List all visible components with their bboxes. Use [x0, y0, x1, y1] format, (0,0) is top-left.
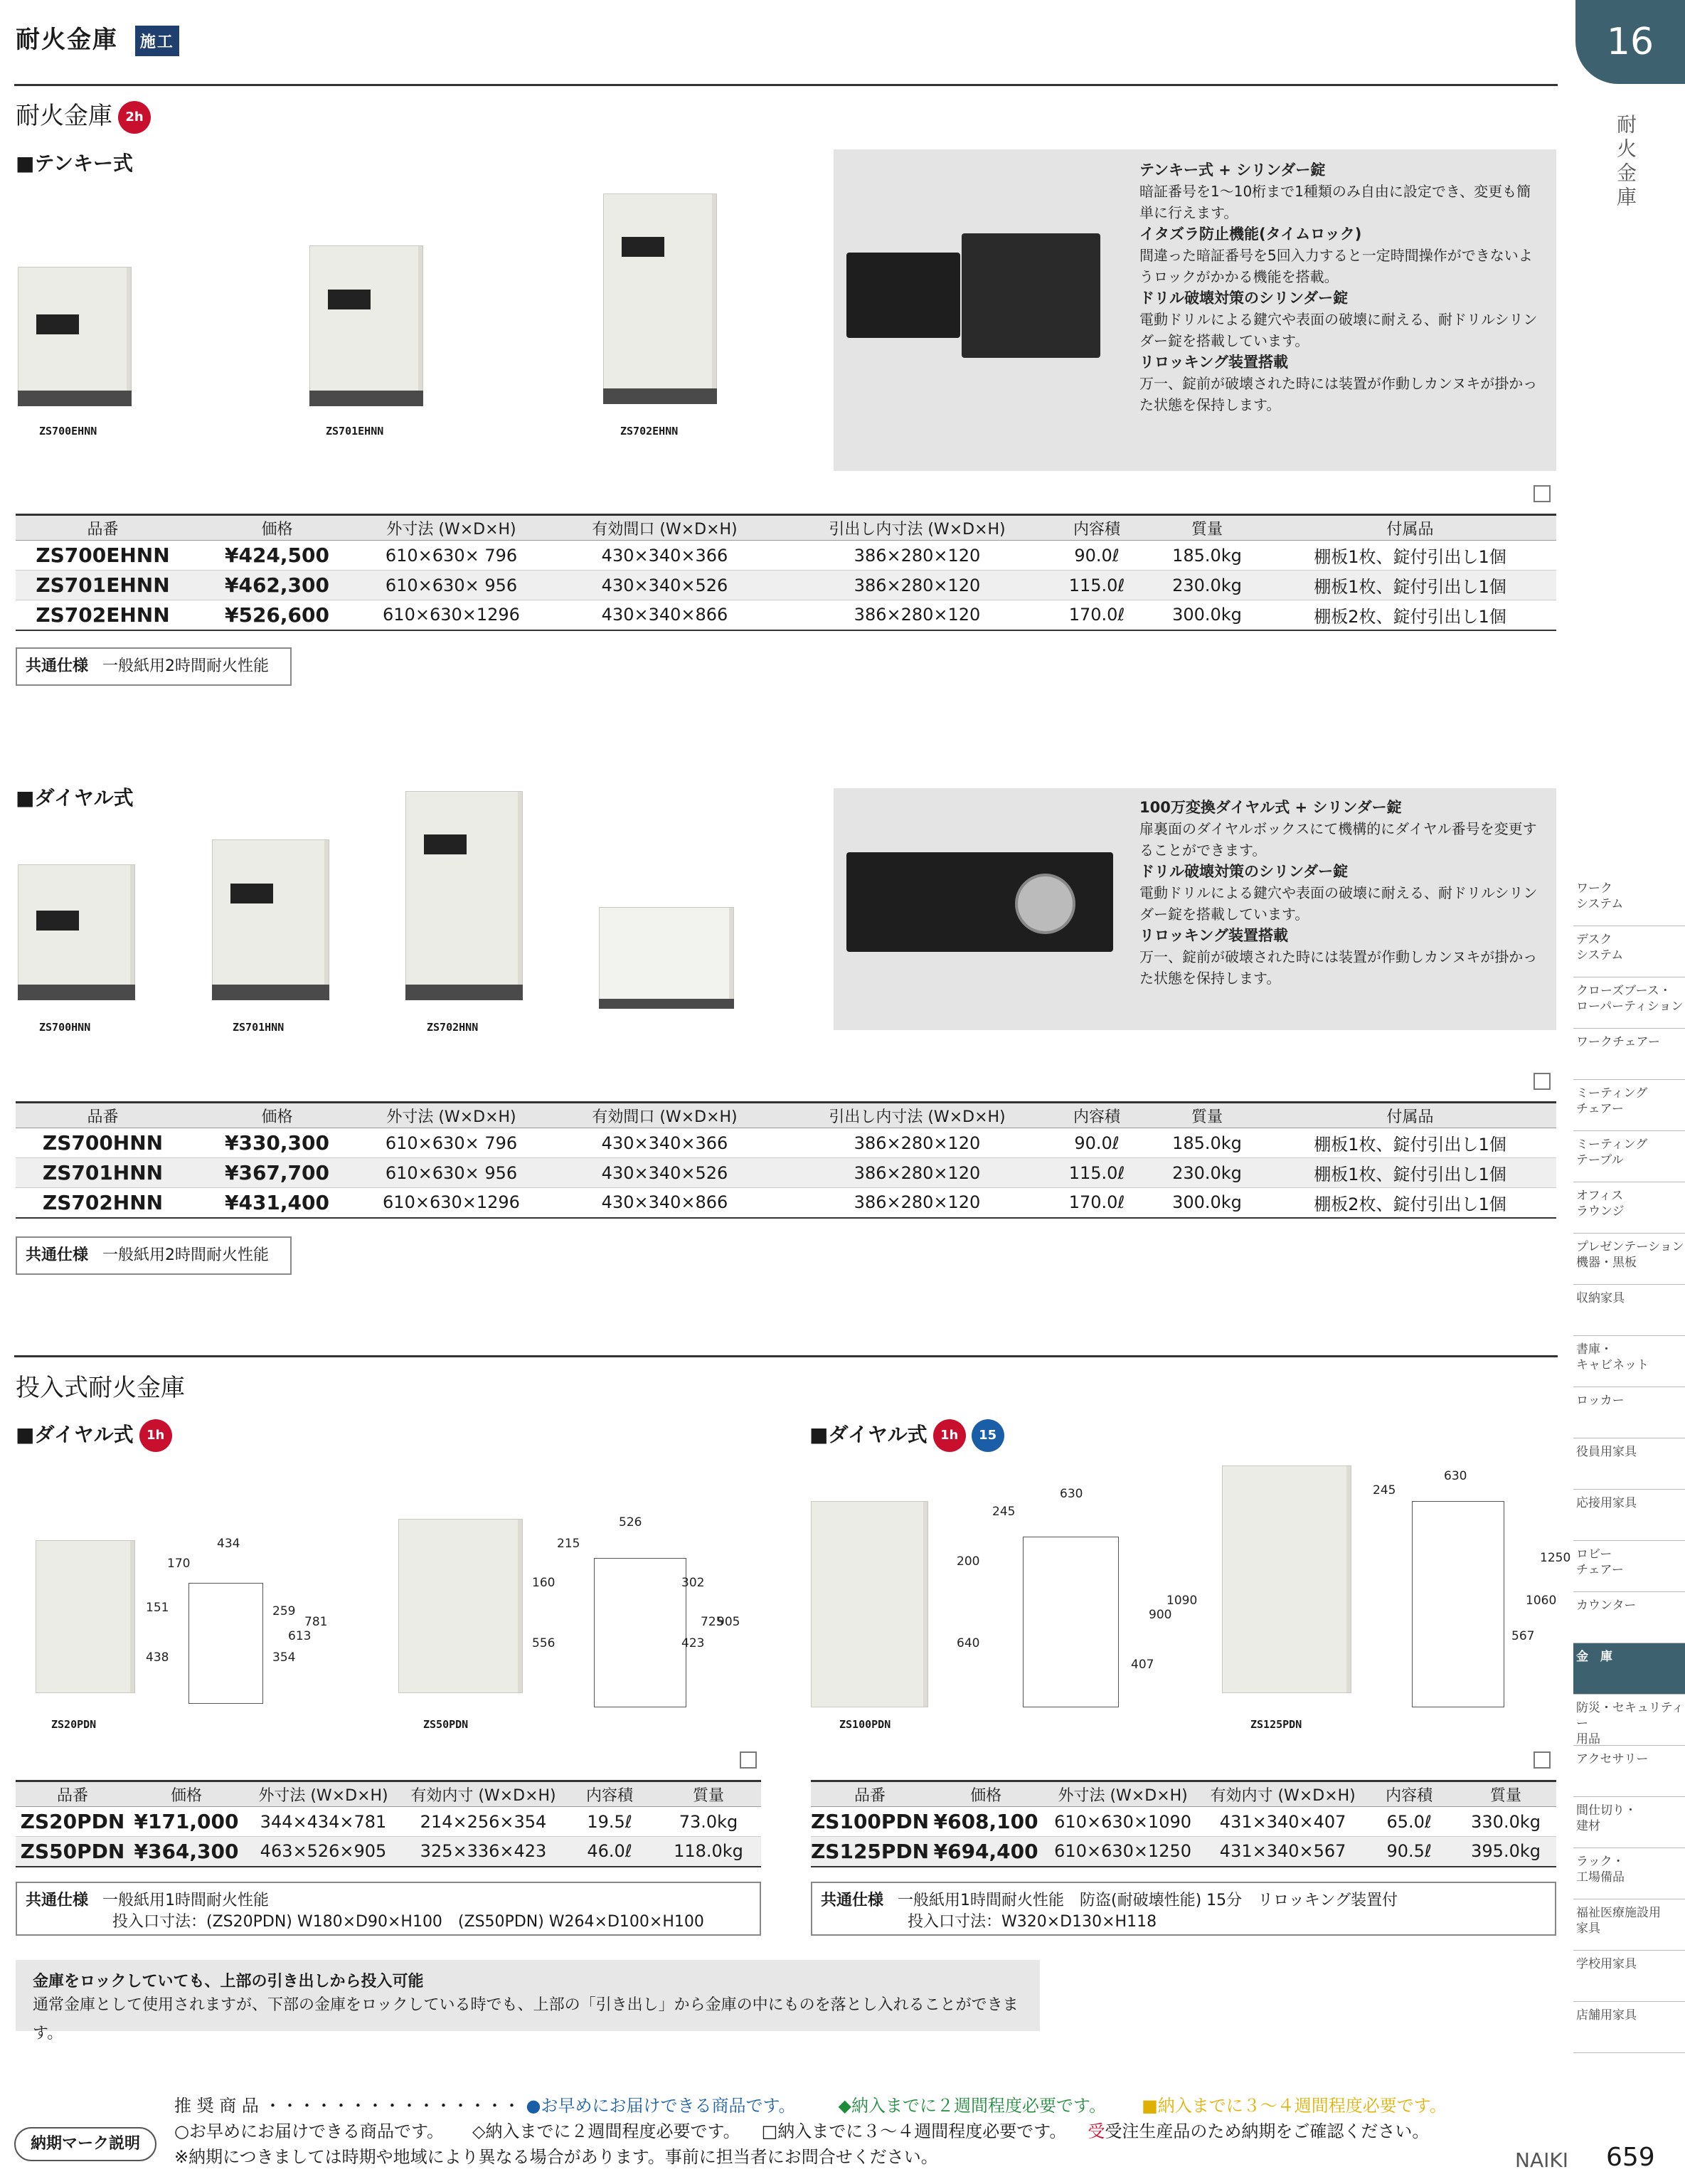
- table-header: 有効内寸 (W×D×H): [403, 1781, 563, 1807]
- dim-label: 423: [681, 1636, 705, 1650]
- table-cell: 73.0kg: [656, 1807, 761, 1837]
- sidenav-item[interactable]: ミーティング チェアー: [1573, 1080, 1685, 1131]
- table-cell: 386×280×120: [791, 541, 1043, 571]
- table-cell: 431×340×407: [1203, 1807, 1363, 1837]
- table-cell: ¥367,700: [190, 1158, 364, 1188]
- sidenav-item[interactable]: 間仕切り・ 建材: [1573, 1797, 1685, 1848]
- dim-label: 613: [288, 1629, 312, 1643]
- dim-label: 630: [1444, 1469, 1467, 1483]
- table-cell: 90.0ℓ: [1043, 1128, 1150, 1158]
- dim-label: 354: [272, 1650, 296, 1665]
- spec-table-dial: [16, 1101, 1556, 1219]
- safe-open-image: [599, 907, 734, 1000]
- header-rule: [14, 84, 1558, 86]
- table-cell: ZS50PDN: [16, 1837, 129, 1867]
- feature-panel-dial: [834, 788, 1556, 1030]
- sidenav-item[interactable]: 収納家具: [1573, 1285, 1685, 1336]
- table-cell: ¥608,100: [929, 1807, 1043, 1837]
- table-header: 外寸法 (W×D×H): [364, 1103, 538, 1128]
- common-spec-dial: 共通仕様 一般紙用2時間耐火性能: [16, 1236, 292, 1275]
- dim-label: 215: [557, 1537, 580, 1551]
- table-cell: ¥526,600: [190, 600, 364, 630]
- sidenav-item[interactable]: 学校用家具: [1573, 1951, 1685, 2002]
- table-cell: 300.0kg: [1150, 600, 1264, 630]
- drawing-zs20pdn: [188, 1583, 263, 1704]
- fire-1h-icon: 1h: [933, 1419, 966, 1452]
- footer-line-2: ○お早めにお届けできる商品です。 ◇納入までに２週間程度必要です。 □納入までに３～４週間程度必要です。 受受注生産品のため納期をご確認ください。: [174, 2121, 1430, 2141]
- safe-image-zs700hnn: [18, 864, 135, 985]
- fire-2h-icon: 2h: [118, 101, 151, 134]
- dim-label: 725: [701, 1615, 724, 1629]
- table-cell: 395.0kg: [1455, 1837, 1556, 1867]
- table-cell: 214×256×354: [403, 1807, 563, 1837]
- table-header: 有効間口 (W×D×H): [538, 1103, 791, 1128]
- table-cell: 19.5ℓ: [563, 1807, 656, 1837]
- table-cell: 610×630× 796: [364, 541, 538, 571]
- footer-line-3: ※納期につきましては時期や地域により異なる場合があります。事前に担当者にお問合せください。: [174, 2147, 938, 2167]
- table-cell: 300.0kg: [1150, 1188, 1264, 1218]
- table-cell: ¥694,400: [929, 1837, 1043, 1867]
- table-cell: 185.0kg: [1150, 541, 1264, 571]
- checkbox[interactable]: [1533, 485, 1551, 502]
- spec-table-tenkey: [16, 514, 1556, 631]
- note-title: 金庫をロックしていても、上部の引き出しから投入可能: [33, 1973, 424, 1990]
- table-cell: 90.0ℓ: [1043, 541, 1150, 571]
- dim-label: 200: [957, 1554, 980, 1569]
- category-sidenav: [1573, 875, 1685, 2053]
- dim-label: 905: [717, 1615, 740, 1629]
- sidenav-item[interactable]: 福祉医療施設用 家具: [1573, 1899, 1685, 1951]
- table-header: 質量: [1150, 1103, 1264, 1128]
- table-header: 有効間口 (W×D×H): [538, 515, 791, 541]
- construction-badge: 施工: [135, 26, 179, 56]
- table-cell: 90.5ℓ: [1363, 1837, 1455, 1867]
- table-cell: ZS20PDN: [16, 1807, 129, 1837]
- table-cell: 325×336×423: [403, 1837, 563, 1867]
- page-header: [16, 20, 179, 56]
- table-cell: 230.0kg: [1150, 1158, 1264, 1188]
- section-title-text: 耐火金庫: [16, 102, 112, 130]
- delivery-mark-legend-label: 納期マーク説明: [14, 2127, 156, 2161]
- safe-image-zs701ehnn: [309, 245, 423, 391]
- table-cell: ZS100PDN: [811, 1807, 929, 1837]
- table-header: 品番: [16, 515, 190, 541]
- table-cell: 棚板1枚、錠付引出し1個: [1264, 541, 1556, 571]
- table-cell: ¥431,400: [190, 1188, 364, 1218]
- sidenav-item[interactable]: プレゼンテーション 機器・黒板: [1573, 1234, 1685, 1285]
- sidenav-item[interactable]: ラック・ 工場備品: [1573, 1848, 1685, 1899]
- safe-image-zs100pdn: [811, 1501, 928, 1707]
- table-cell: 463×526×905: [243, 1837, 403, 1867]
- sidenav-item[interactable]: 書庫・ キャビネット: [1573, 1336, 1685, 1387]
- anti-theft-15-icon: 15: [972, 1419, 1004, 1452]
- table-cell: 610×630× 956: [364, 1158, 538, 1188]
- table-header: 内容積: [1043, 1103, 1150, 1128]
- table-cell: ZS125PDN: [811, 1837, 929, 1867]
- sidenav-item[interactable]: オフィス ラウンジ: [1573, 1182, 1685, 1234]
- table-cell: ZS702HNN: [16, 1188, 190, 1218]
- dim-label: 170: [167, 1557, 191, 1571]
- table-cell: 386×280×120: [791, 1188, 1043, 1218]
- table-cell: 610×630×1090: [1043, 1807, 1203, 1837]
- sidenav-item[interactable]: クローズブース・ ローパーティション: [1573, 977, 1685, 1029]
- model-caption: ZS701EHNN: [326, 425, 384, 438]
- footer-line-1: 推 奨 商 品 ・・・・・・・・・・・・・・・ ●お早めにお届けできる商品です。 ◆納入までに２週間程度必要です。 ■納入までに３～４週間程度必要です。: [174, 2096, 1447, 2116]
- spec-table-deposit-left: [16, 1780, 761, 1867]
- chapter-tab[interactable]: 16: [1575, 0, 1685, 84]
- sidenav-item[interactable]: 金 庫: [1573, 1643, 1685, 1695]
- table-cell: 185.0kg: [1150, 1128, 1264, 1158]
- sidenav-item[interactable]: ワーク システム: [1573, 875, 1685, 926]
- table-cell: ZS701EHNN: [16, 571, 190, 600]
- dim-label: 781: [304, 1615, 328, 1629]
- drawing-zs125pdn: [1412, 1501, 1504, 1707]
- model-caption: ZS701HNN: [233, 1021, 285, 1034]
- safe-image-zs702hnn: [405, 791, 523, 985]
- sidenav-item[interactable]: ミーティング テーブル: [1573, 1131, 1685, 1182]
- dim-label: 438: [146, 1650, 169, 1665]
- table-cell: 386×280×120: [791, 1158, 1043, 1188]
- table-row: [16, 600, 1556, 630]
- table-cell: 棚板1枚、錠付引出し1個: [1264, 1158, 1556, 1188]
- dim-label: 434: [217, 1537, 240, 1551]
- dim-label: 630: [1060, 1487, 1083, 1501]
- made-to-order-icon: 受: [1088, 2121, 1105, 2141]
- table-row: [16, 1128, 1556, 1158]
- dim-label: 245: [992, 1505, 1016, 1519]
- table-cell: 棚板2枚、錠付引出し1個: [1264, 1188, 1556, 1218]
- subsection-dial: ■ダイヤル式: [16, 786, 134, 810]
- section-title: [16, 96, 151, 134]
- table-cell: ZS700EHNN: [16, 541, 190, 571]
- table-cell: 386×280×120: [791, 571, 1043, 600]
- model-caption: ZS700EHNN: [39, 425, 97, 438]
- table-row: [16, 1837, 761, 1867]
- table-header: 品番: [16, 1103, 190, 1128]
- dim-label: 640: [957, 1636, 980, 1650]
- table-cell: 430×340×366: [538, 541, 791, 571]
- table-cell: 610×630× 796: [364, 1128, 538, 1158]
- subsection-tenkey: ■テンキー式: [16, 152, 134, 175]
- table-cell: 386×280×120: [791, 600, 1043, 630]
- table-cell: 115.0ℓ: [1043, 1158, 1150, 1188]
- dim-label: 900: [1149, 1608, 1172, 1622]
- dim-label: 160: [532, 1576, 556, 1590]
- table-cell: 46.0ℓ: [563, 1837, 656, 1867]
- table-cell: 430×340×526: [538, 571, 791, 600]
- model-caption: ZS700HNN: [39, 1021, 91, 1034]
- sidenav-item[interactable]: ロッカー: [1573, 1387, 1685, 1438]
- table-row: [16, 571, 1556, 600]
- table-header: 価格: [190, 515, 364, 541]
- subsection-dial-right: ■ダイヤル式 1h 15: [809, 1419, 1004, 1452]
- table-cell: 棚板1枚、錠付引出し1個: [1264, 571, 1556, 600]
- note-text: 通常金庫として使用されますが、下部の金庫をロックしている時でも、上部の「引き出し」から金庫の中にものを落とし入れることができます。: [33, 1996, 1019, 2042]
- dim-label: 259: [272, 1604, 296, 1618]
- sidenav-item[interactable]: 防災・セキュリティー 用品: [1573, 1695, 1685, 1746]
- safe-image-zs20pdn: [36, 1540, 135, 1693]
- table-header: 付属品: [1264, 1103, 1556, 1128]
- model-caption: ZS702EHNN: [620, 425, 679, 438]
- fire-1h-icon: 1h: [139, 1419, 172, 1452]
- brand-name: NAIKI: [1515, 2148, 1568, 2172]
- table-row: [811, 1837, 1556, 1867]
- sidenav-item[interactable]: デスク システム: [1573, 926, 1685, 977]
- table-header: 価格: [129, 1781, 243, 1807]
- table-cell: ¥330,300: [190, 1128, 364, 1158]
- common-spec-deposit-right: 共通仕様 一般紙用1時間耐火性能 防盗(耐破壊性能) 15分 リロッキング装置付 投入口寸法：W320×D130×H118: [811, 1882, 1556, 1936]
- table-cell: 610×630×1250: [1043, 1837, 1203, 1867]
- table-header: 付属品: [1264, 515, 1556, 541]
- table-header: 品番: [811, 1781, 929, 1807]
- safe-image-zs125pdn: [1222, 1465, 1351, 1693]
- table-cell: 386×280×120: [791, 1128, 1043, 1158]
- table-row: [16, 1807, 761, 1837]
- model-caption: ZS20PDN: [51, 1718, 97, 1731]
- table-header: 外寸法 (W×D×H): [1043, 1781, 1203, 1807]
- sidenav-item[interactable]: アクセサリー: [1573, 1746, 1685, 1797]
- table-header: 内容積: [1363, 1781, 1455, 1807]
- table-header: 価格: [190, 1103, 364, 1128]
- common-spec-deposit-left: 共通仕様 一般紙用1時間耐火性能 投入口寸法：(ZS20PDN) W180×D90×H100 (ZS50PDN) W264×D100×H100: [16, 1882, 761, 1936]
- table-header: 品番: [16, 1781, 129, 1807]
- table-header: 外寸法 (W×D×H): [243, 1781, 403, 1807]
- table-cell: 430×340×526: [538, 1158, 791, 1188]
- checkbox[interactable]: [1533, 1073, 1551, 1090]
- table-cell: 610×630×1296: [364, 1188, 538, 1218]
- table-header: 内容積: [563, 1781, 656, 1807]
- table-cell: 330.0kg: [1455, 1807, 1556, 1837]
- section-title-deposit: 投入式耐火金庫: [16, 1374, 185, 1402]
- table-header: 質量: [1455, 1781, 1556, 1807]
- table-cell: 610×630× 956: [364, 571, 538, 600]
- dim-label: 407: [1131, 1658, 1154, 1672]
- safe-image-zs701hnn: [212, 839, 329, 985]
- table-cell: 118.0kg: [656, 1837, 761, 1867]
- table-cell: 344×434×781: [243, 1807, 403, 1837]
- sidenav-item[interactable]: ロビー チェアー: [1573, 1541, 1685, 1592]
- table-header: 内容積: [1043, 515, 1150, 541]
- drawing-zs100pdn: [1023, 1537, 1119, 1707]
- table-header: 有効内寸 (W×D×H): [1203, 1781, 1363, 1807]
- drawing-zs50pdn: [594, 1558, 686, 1707]
- sidenav-item[interactable]: 店舗用家具: [1573, 2002, 1685, 2053]
- table-cell: ¥424,500: [190, 541, 364, 571]
- dim-label: 302: [681, 1576, 705, 1590]
- table-cell: ZS701HNN: [16, 1158, 190, 1188]
- table-cell: 170.0ℓ: [1043, 1188, 1150, 1218]
- model-caption: ZS50PDN: [423, 1718, 469, 1731]
- model-caption: ZS125PDN: [1250, 1718, 1302, 1731]
- lock-handle-icon: [846, 253, 960, 338]
- dim-label: 556: [532, 1636, 556, 1650]
- sidenav-item[interactable]: 役員用家具: [1573, 1438, 1685, 1490]
- safe-image-zs702ehnn: [603, 194, 717, 389]
- sidenav-item[interactable]: 応接用家具: [1573, 1490, 1685, 1541]
- page-title: 耐火金庫: [16, 26, 118, 54]
- section-rule: [14, 1355, 1558, 1357]
- table-cell: 610×630×1296: [364, 600, 538, 630]
- table-header: 価格: [929, 1781, 1043, 1807]
- dim-label: 245: [1373, 1483, 1396, 1497]
- spec-table-deposit-right: [811, 1780, 1556, 1867]
- dim-label: 1250: [1540, 1551, 1571, 1565]
- table-header: 引出し内寸法 (W×D×H): [791, 515, 1043, 541]
- table-header: 質量: [1150, 515, 1264, 541]
- subsection-dial-left: ■ダイヤル式 1h: [16, 1419, 172, 1452]
- feature-text: 100万変換ダイヤル式 + シリンダー錠 扉裏面のダイヤルボックスにて機構的にダイヤル番号を変更することができます。 ドリル破壊対策のシリンダー錠 電動ドリルによる鍵穴や表面の破壊に耐える、耐ドリルシリンダー錠を搭載しています。 リロッキング装置搭載 万一、錠前が破壊された時には装置が作動しカンヌキが掛かった状態を保持します。: [1139, 799, 1538, 987]
- table-cell: ZS702EHNN: [16, 600, 190, 630]
- table-cell: ¥462,300: [190, 571, 364, 600]
- dial-icon: [1015, 874, 1075, 934]
- deposit-note: [16, 1960, 1040, 2042]
- dim-label: 526: [619, 1515, 642, 1530]
- model-caption: ZS100PDN: [839, 1718, 891, 1731]
- sidenav-item[interactable]: ワークチェアー: [1573, 1029, 1685, 1080]
- table-cell: 230.0kg: [1150, 571, 1264, 600]
- model-caption: ZS702HNN: [427, 1021, 479, 1034]
- table-row: [16, 541, 1556, 571]
- table-cell: 115.0ℓ: [1043, 571, 1150, 600]
- table-row: [811, 1807, 1556, 1837]
- table-header: 引出し内寸法 (W×D×H): [791, 1103, 1043, 1128]
- table-row: [16, 1158, 1556, 1188]
- table-cell: 65.0ℓ: [1363, 1807, 1455, 1837]
- table-header: 外寸法 (W×D×H): [364, 515, 538, 541]
- table-cell: 430×340×866: [538, 600, 791, 630]
- feature-panel-tenkey: [834, 149, 1556, 471]
- dim-label: 151: [146, 1601, 169, 1615]
- table-cell: 430×340×866: [538, 1188, 791, 1218]
- keypad-icon: [962, 233, 1100, 358]
- table-header: 質量: [656, 1781, 761, 1807]
- table-row: [16, 1188, 1556, 1218]
- chapter-vertical-title: 耐火金庫: [1614, 114, 1637, 211]
- dim-label: 567: [1511, 1629, 1535, 1643]
- table-cell: 170.0ℓ: [1043, 600, 1150, 630]
- safe-image-zs50pdn: [398, 1519, 523, 1693]
- page-number: 659: [1606, 2143, 1655, 2172]
- feature-text: テンキー式 + シリンダー錠 暗証番号を1～10桁まで1種類のみ自由に設定でき、変更も簡単に行えます。 イタズラ防止機能(タイムロック) 間違った暗証番号を5回入力すると一定時間操作ができないようロックがかかる機能を搭載。 ドリル破壊対策のシリンダー錠 電動ドリルによる鍵穴や表面の破壊に耐える、耐ドリルシリンダー錠を搭載しています。 リロッキング装置搭載 万一、錠前が破壊された時には装置が作動しカンヌキが掛かった状態を保持します。: [1139, 161, 1538, 413]
- table-cell: ¥171,000: [129, 1807, 243, 1837]
- table-cell: 430×340×366: [538, 1128, 791, 1158]
- table-cell: ZS700HNN: [16, 1128, 190, 1158]
- table-cell: 431×340×567: [1203, 1837, 1363, 1867]
- table-cell: ¥364,300: [129, 1837, 243, 1867]
- safe-image-zs700ehnn: [18, 267, 132, 391]
- table-cell: 棚板2枚、錠付引出し1個: [1264, 600, 1556, 630]
- table-cell: 棚板1枚、錠付引出し1個: [1264, 1128, 1556, 1158]
- common-spec-tenkey: 共通仕様 一般紙用2時間耐火性能: [16, 647, 292, 686]
- sidenav-item[interactable]: カウンター: [1573, 1592, 1685, 1643]
- dim-label: 1060: [1526, 1594, 1557, 1608]
- dim-label: 1090: [1166, 1594, 1198, 1608]
- checkbox[interactable]: [740, 1751, 757, 1769]
- checkbox[interactable]: [1533, 1751, 1551, 1769]
